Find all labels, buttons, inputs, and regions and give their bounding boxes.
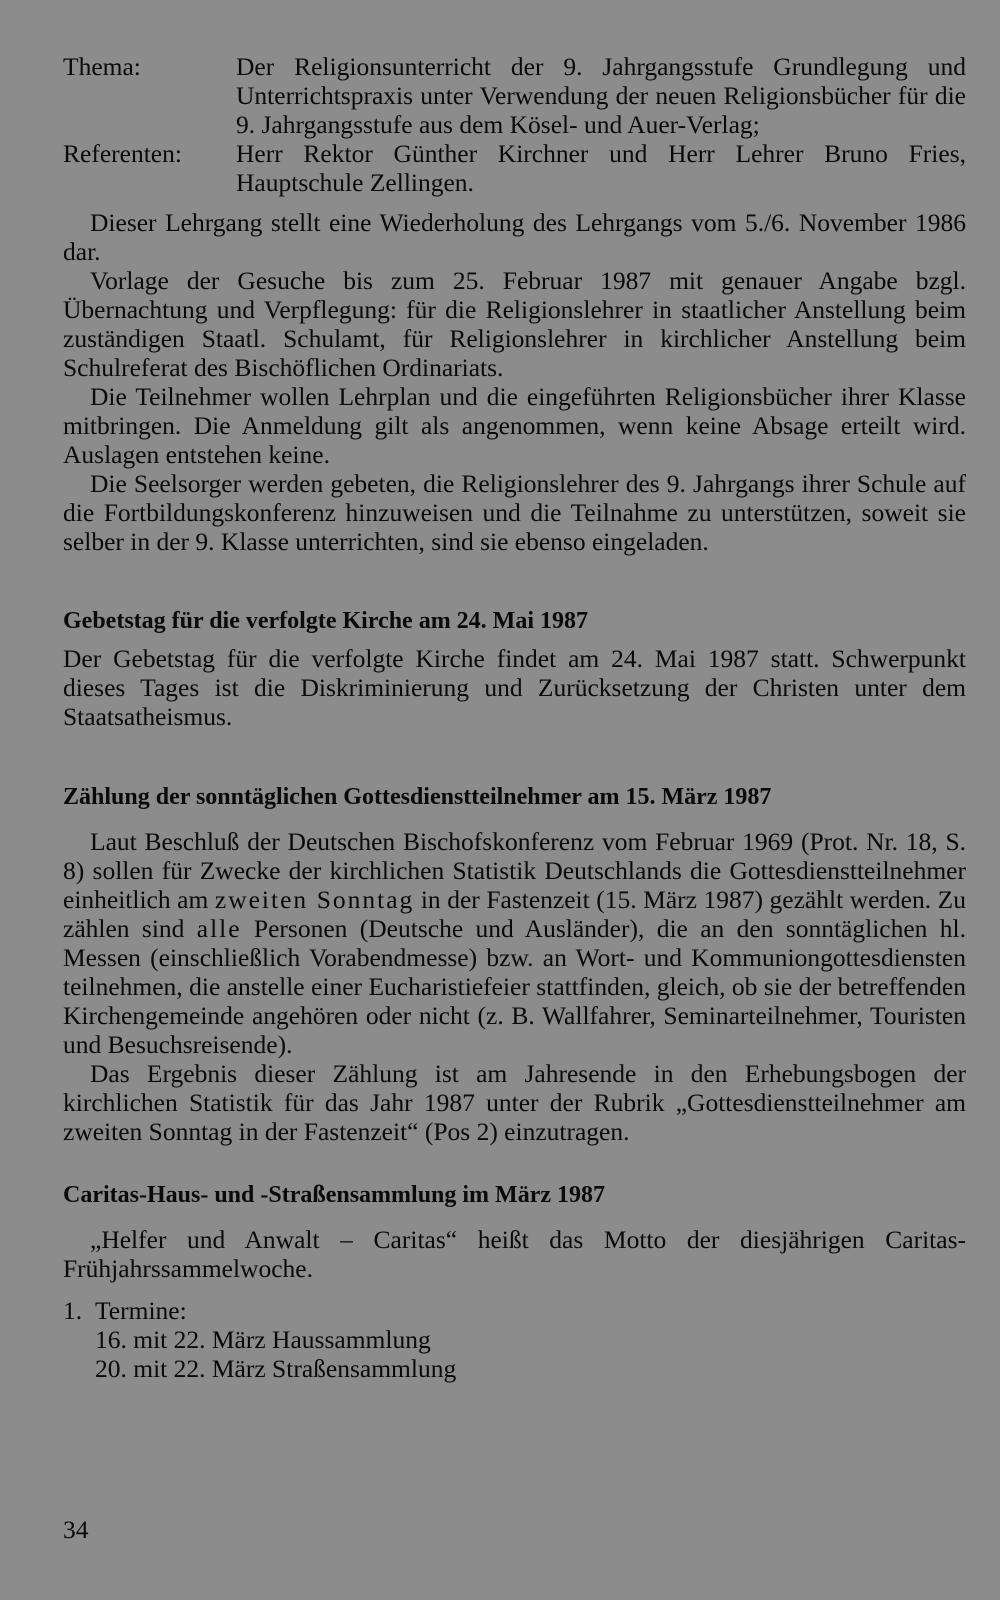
count-emphasis-second-sunday: zweiten Sonntag [214,885,415,914]
theme-text: Der Religionsunterricht der 9. Jahrgangsstufe Grundlegung und Unterrichtspraxis unter Verwendung der neuen Religionsbücher für die 9. Jahrgangsstufe aus dem Kösel- und Auer-Verlag; [236,52,966,139]
count-emphasis-all: alle [196,914,242,943]
paragraph-participants: Die Teilnehmer wollen Lehrplan und die eingeführten Religionsbücher ihrer Klasse mitbringen. Die Anmeldung gilt als angenommen, wenn keine Absage erteilt wird. Auslagen entstehen keine. [63,382,966,469]
speakers-label: Referenten: [63,139,182,168]
count-text-part-c: Personen (Deutsche und Ausländer), die an den sonntäglichen hl. Messen (einschließlich Vorabendmesse) bzw. an Wort- und Kommuniongottesdiensten teilnehmen, die anstelle einer Eucharistiefeier stattfinden, gleich, ob sie der betreffenden Kirchengemeinde angehören oder nicht (z. B. Wallfahrer, Seminarteilnehmer, Touristen und Besuchsreisende). [63,914,966,1059]
caritas-heading: Caritas-Haus- und -Straßensammlung im März 1987 [63,1182,606,1208]
paragraph-pastors: Die Seelsorger werden gebeten, die Religionslehrer des 9. Jahrgangs ihrer Schule auf die Fortbildungskonferenz hinzuweisen und die Teilnahme zu unterstützen, soweit sie selber in der 9. Klasse unterrichten, sind sie ebenso eingeladen. [63,469,966,556]
page-content [63,52,966,1383]
list-item-number: 1. [63,1296,83,1325]
speakers-row [63,139,966,197]
prayer-day-heading: Gebetstag für die verfolgte Kirche am 24. Mai 1987 [63,608,588,634]
page-number: 34 [63,1515,89,1544]
count-text-part-b: in der Fastenzeit (15. März 1987) gezählt werden. Zu zählen sind [63,885,967,943]
list-item-label: Termine: [95,1296,187,1325]
paragraph-repeat: Dieser Lehrgang stellt eine Wiederholung des Lehrgangs vom 5./6. November 1986 dar. [63,208,966,266]
count-text-part-a: Laut Beschluß der Deutschen Bischofskonferenz vom Februar 1969 (Prot. Nr. 18, S. 8) sollen für Zwecke der kirchlichen Statistik Deutschlands die Gottesdienstteilnehmer einheitlich am [63,827,966,914]
schedule-house-collection: 16. mit 22. März Haussammlung [95,1325,431,1354]
list-item [63,1296,966,1325]
prayer-day-text: Der Gebetstag für die verfolgte Kirche findet am 24. Mai 1987 statt. Schwerpunkt dieses Tages ist die Diskriminierung und Zurücksetzung der Christen unter dem Staatsatheismus. [63,644,966,731]
theme-row [63,52,966,139]
theme-label: Thema: [63,52,141,81]
caritas-intro: „Helfer und Anwalt – Caritas“ heißt das Motto der diesjährigen Caritas-Frühjahrssammelwoche. [63,1225,966,1283]
speakers-text: Herr Rektor Günther Kirchner und Herr Lehrer Bruno Fries, Hauptschule Zellingen. [236,139,966,197]
count-paragraph-1 [63,827,966,1059]
schedule-street-collection: 20. mit 22. März Straßensammlung [95,1354,457,1383]
count-paragraph-2: Das Ergebnis dieser Zählung ist am Jahresende in den Erhebungsbogen der kirchlichen Statistik für das Jahr 1987 unter der Rubrik „Gottesdienstteilnehmer am zweiten Sonntag in der Fastenzeit“ (Pos 2) einzutragen. [63,1059,966,1146]
count-heading: Zählung der sonntäglichen Gottesdienstteilnehmer am 15. März 1987 [63,784,772,810]
paragraph-application: Vorlage der Gesuche bis zum 25. Februar 1987 mit genauer Angabe bzgl. Übernachtung und Verpflegung: für die Religionslehrer in staatlicher Anstellung beim zuständigen Staatl. Schulamt, für Religionslehrer in kirchlicher Anstellung beim Schulreferat des Bischöflichen Ordinariats. [63,266,966,382]
